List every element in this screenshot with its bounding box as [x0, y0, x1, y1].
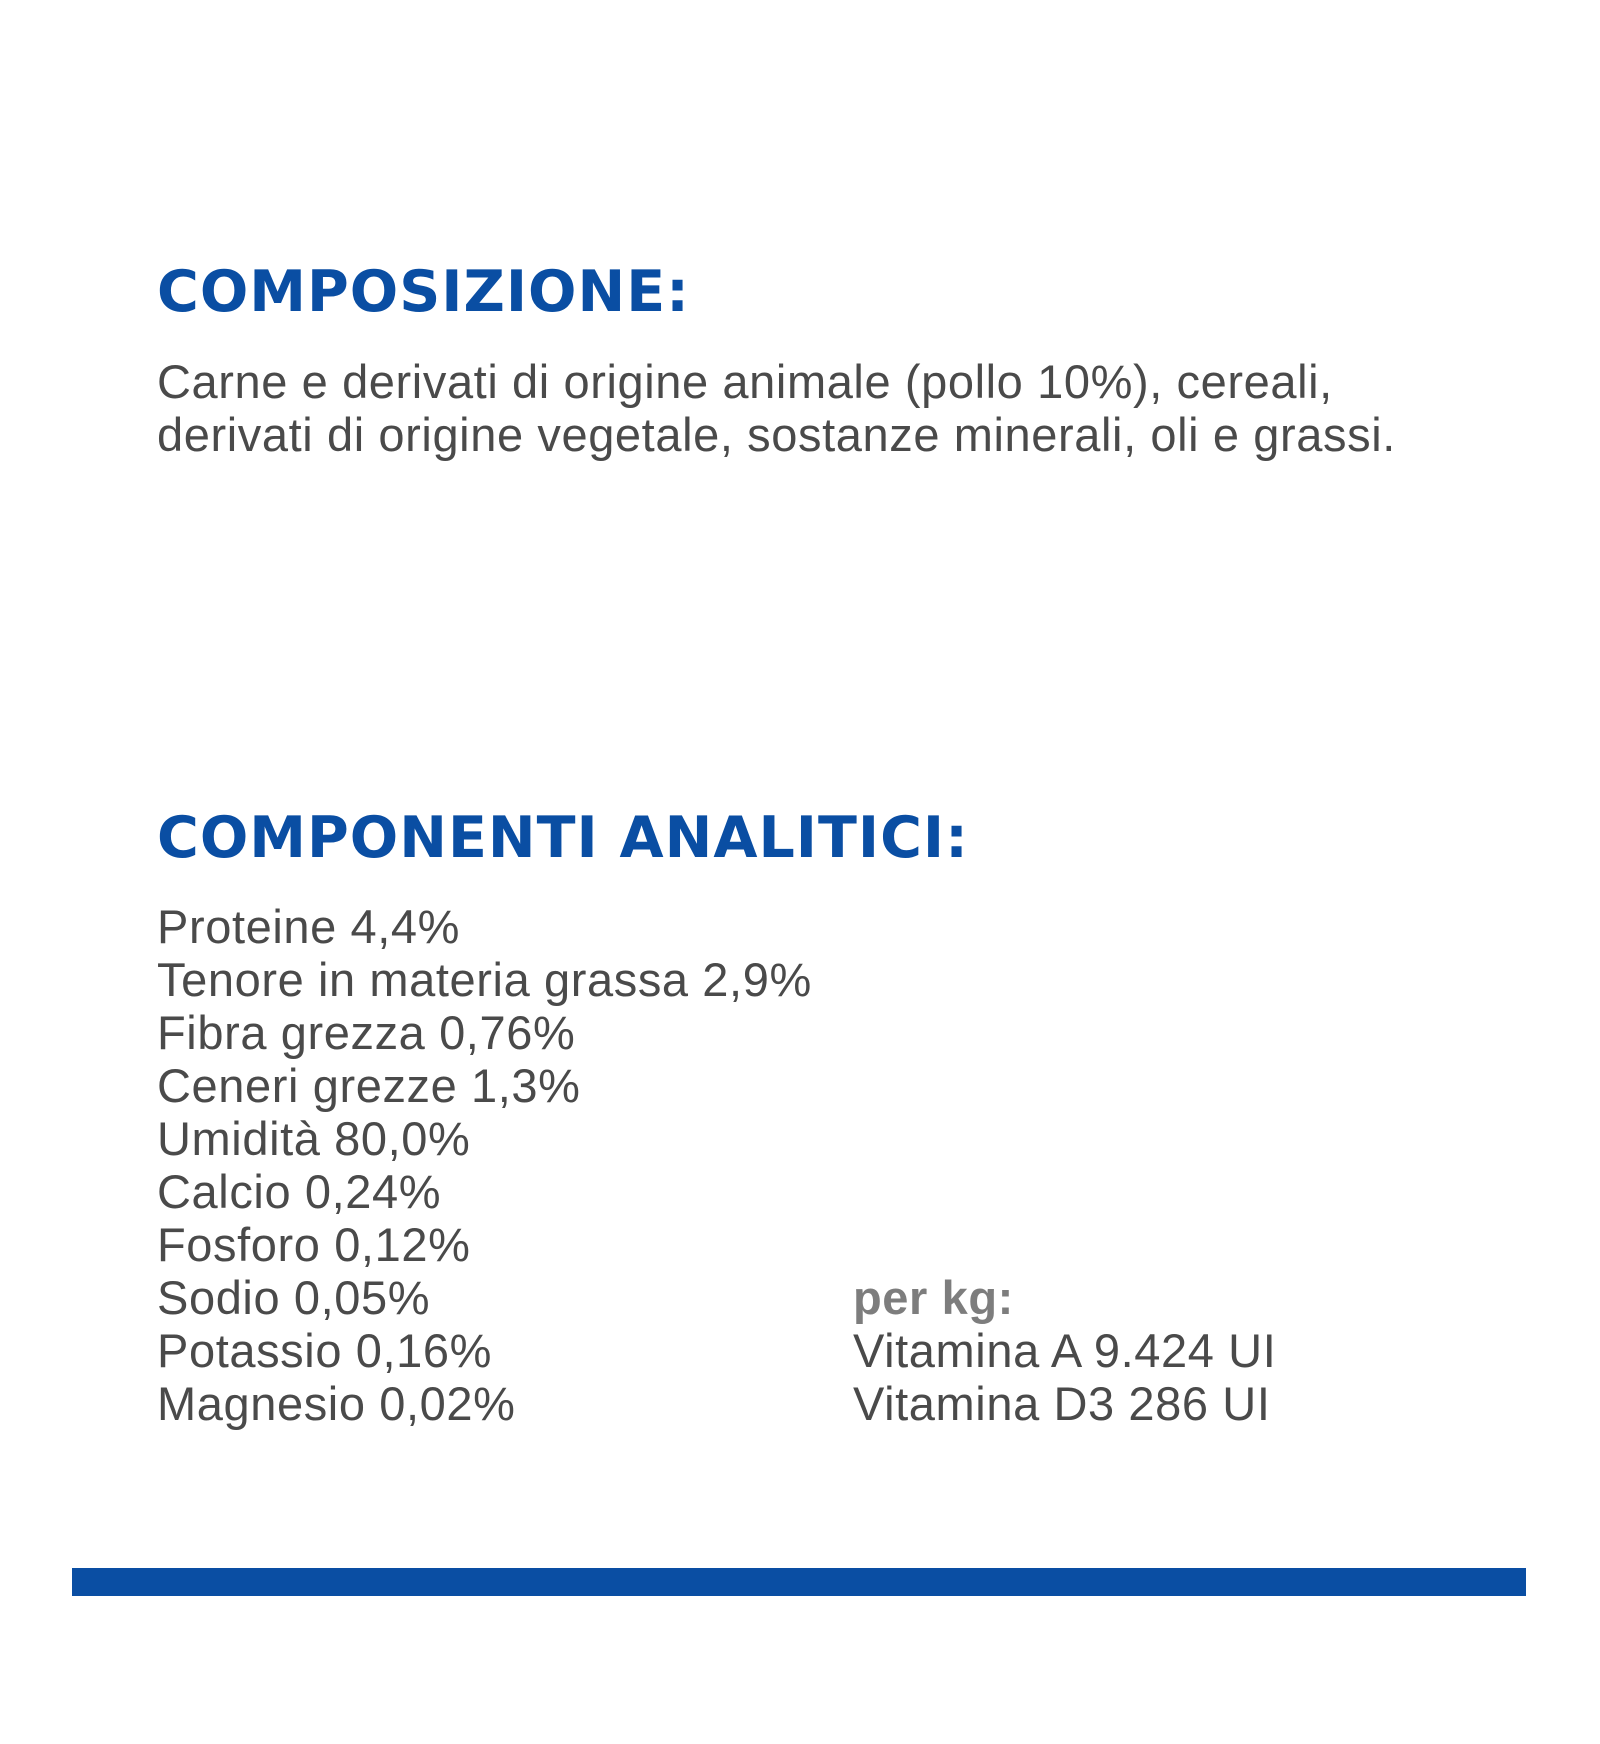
bottom-divider-bar: [72, 1568, 1526, 1596]
list-item: Potassio 0,16%: [157, 1324, 492, 1377]
analytical-components-heading: COMPONENTI ANALITICI:: [157, 805, 969, 871]
list-item: Fosforo 0,12%: [157, 1218, 471, 1271]
list-item: Umidità 80,0%: [157, 1112, 471, 1165]
list-item: Ceneri grezze 1,3%: [157, 1059, 581, 1112]
vitamin-list: [853, 1324, 1276, 1430]
list-item: Magnesio 0,02%: [157, 1377, 516, 1430]
list-item: Calcio 0,24%: [157, 1165, 442, 1218]
composition-text: Carne e derivati di origine animale (pollo 10%), cereali, derivati di origine vegetale, sostanze minerali, oli e grassi.: [157, 355, 1396, 461]
per-kg-label: per kg:: [853, 1271, 1014, 1324]
list-item: Fibra grezza 0,76%: [157, 1006, 576, 1059]
list-item: Proteine 4,4%: [157, 900, 461, 953]
list-item: Vitamina D3 286 UI: [853, 1377, 1271, 1430]
list-item: Vitamina A 9.424 UI: [853, 1324, 1277, 1377]
composition-heading: COMPOSIZIONE:: [157, 259, 690, 325]
list-item: Tenore in materia grassa 2,9%: [157, 953, 812, 1006]
list-item: Sodio 0,05%: [157, 1271, 431, 1324]
analytical-components-list: [157, 900, 812, 1430]
per-kg-section: [853, 1271, 1276, 1430]
